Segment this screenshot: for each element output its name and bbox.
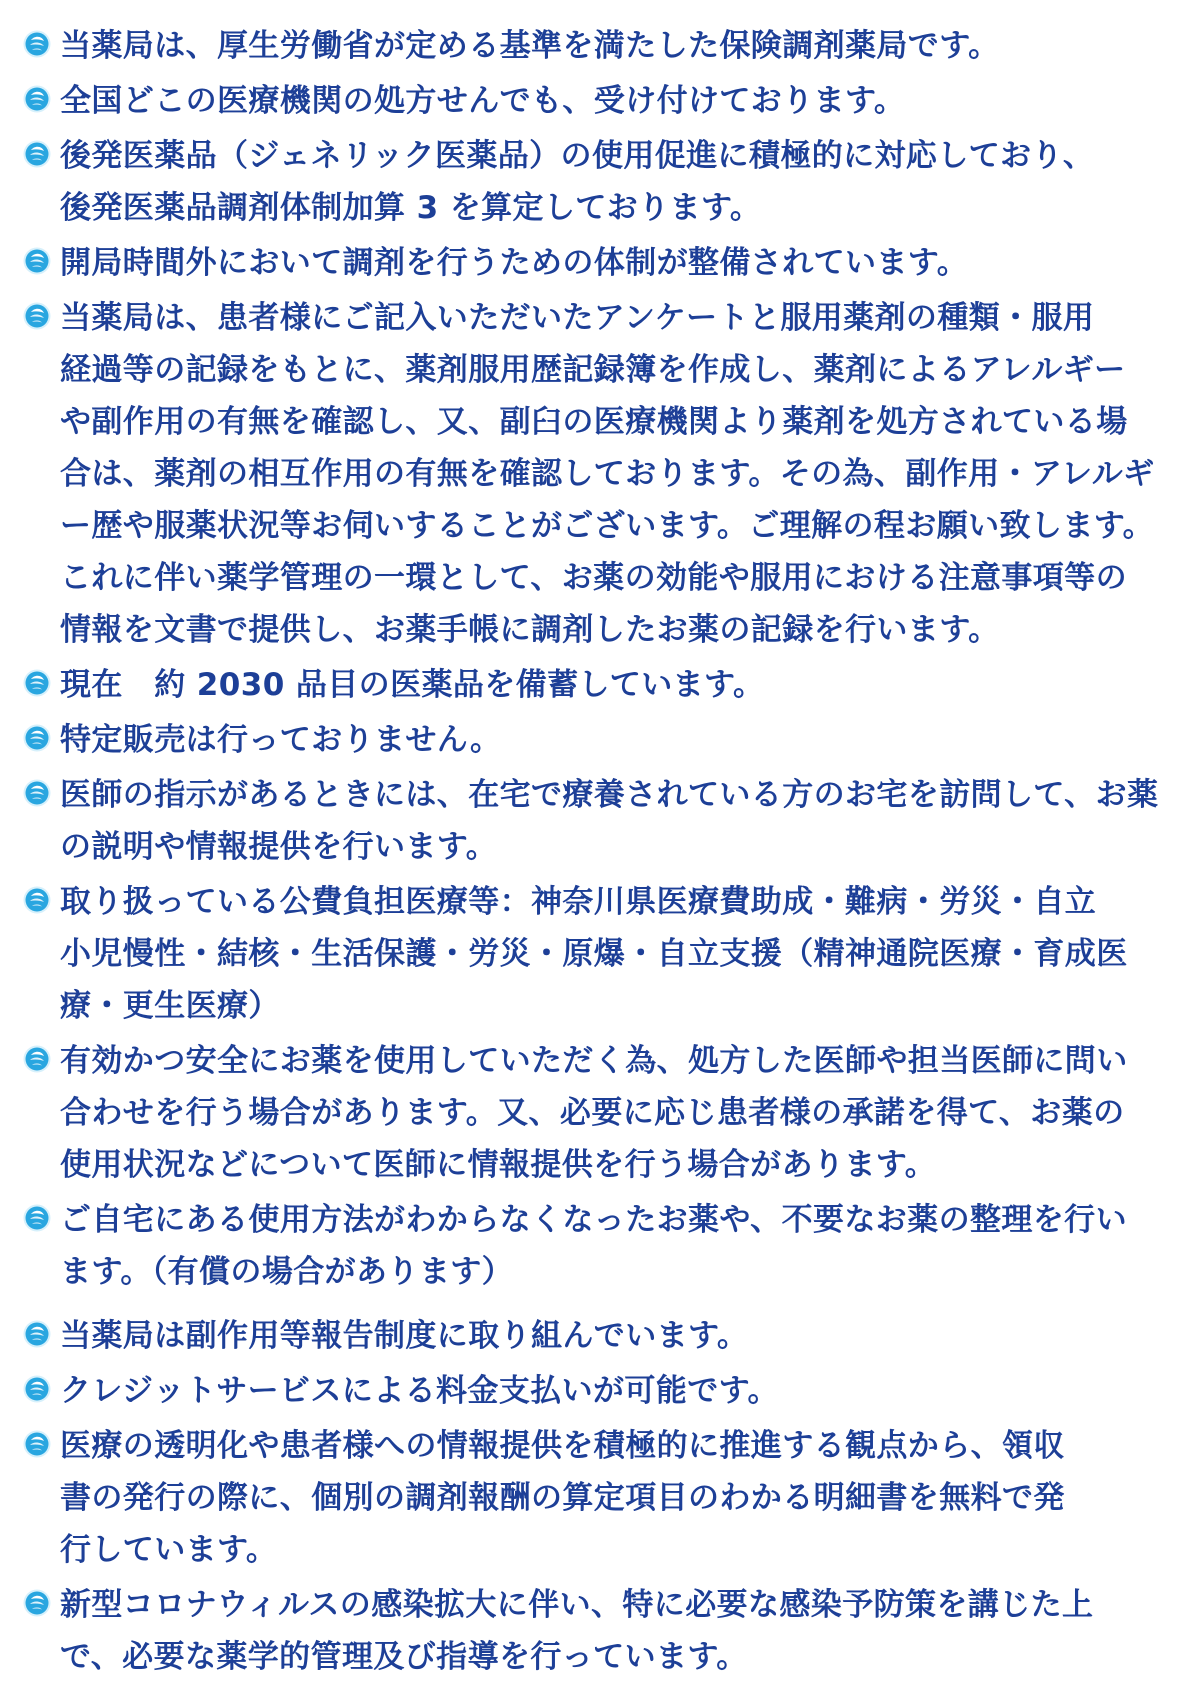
notice-item (22, 769, 1172, 873)
notice-text: 医師の指示があるときには、在宅で療養されている方のお宅を訪問して、お薬 の説明や情報提供を行います。 (60, 777, 1159, 865)
notice-item (22, 876, 1172, 1032)
round-blue-bullet-icon (22, 668, 52, 698)
round-blue-bullet-icon (22, 246, 52, 276)
pharmacy-notice-list (22, 20, 1172, 1686)
notice-text: 特定販売は行っておりません。 (60, 722, 502, 758)
notice-text: 新型コロナウィルスの感染拡大に伴い、特に必要な感染予防策を講じた上 で、必要な薬学的管理及び指導を行っています。 (60, 1587, 1094, 1675)
notice-item (22, 714, 1172, 766)
notice-text: 医療の透明化や患者様への情報提供を積極的に推進する観点から、領収 書の発行の際に、個別の調剤報酬の算定項目のわかる明細書を無料で発 行しています。 (60, 1428, 1065, 1568)
notice-text: 開局時間外において調剤を行うための体制が整備されています。 (60, 245, 969, 281)
notice-text: 当薬局は、厚生労働省が定める基準を満たした保険調剤薬局です。 (60, 28, 1000, 64)
round-blue-bullet-icon (22, 778, 52, 808)
notice-item (22, 1194, 1172, 1298)
round-blue-bullet-icon (22, 1588, 52, 1618)
notice-item (22, 1365, 1172, 1417)
round-blue-bullet-icon (22, 84, 52, 114)
notice-text: 後発医薬品（ジェネリック医薬品）の使用促進に積極的に対応しており、 後発医薬品調剤体制加算 3 を算定しております。 (60, 138, 1095, 226)
notice-item (22, 20, 1172, 72)
notice-text: ご自宅にある使用方法がわからなくなったお薬や、不要なお薬の整理を行い ます。（有償の場合があります） (60, 1202, 1127, 1290)
notice-item (22, 1035, 1172, 1191)
round-blue-bullet-icon (22, 301, 52, 331)
notice-item (22, 659, 1172, 711)
round-blue-bullet-icon (22, 1374, 52, 1404)
notice-item (22, 1310, 1172, 1362)
notice-item (22, 237, 1172, 289)
notice-text: 全国どこの医療機関の処方せんでも、受け付けております。 (60, 83, 906, 119)
notice-item (22, 1420, 1172, 1576)
round-blue-bullet-icon (22, 139, 52, 169)
round-blue-bullet-icon (22, 885, 52, 915)
round-blue-bullet-icon (22, 1429, 52, 1459)
notice-text: 当薬局は、患者様にご記入いただいたアンケートと服用薬剤の種類・服用 経過等の記録をもとに、薬剤服用歴記録簿を作成し、薬剤によるアレルギー や副作用の有無を確認し、又、副臼の医療機関より薬剤を処方されている場 合は、薬剤の相互作用の有無を確認しております。その為、副作用・アレルギ ー歴や服薬状況等お伺いすることがございます。ご理解の程お願い致します。 これに伴い薬学管理の一環として、お薬の効能や服用における注意事項等の 情報を文書で提供し、お薬手帳に調剤したお薬の記録を行います。 (60, 300, 1155, 648)
round-blue-bullet-icon (22, 29, 52, 59)
round-blue-bullet-icon (22, 1044, 52, 1074)
notice-text: 有効かつ安全にお薬を使用していただく為、処方した医師や担当医師に問い 合わせを行う場合があります。又、必要に応じ患者様の承諾を得て、お薬の 使用状況などについて医師に情報提供を行う場合があります。 (60, 1043, 1128, 1183)
notice-item (22, 130, 1172, 234)
notice-item (22, 1579, 1172, 1683)
notice-text: 現在 約 2030 品目の医薬品を備蓄しています。 (60, 667, 765, 703)
round-blue-bullet-icon (22, 723, 52, 753)
notice-item (22, 292, 1172, 656)
notice-text: 取り扱っている公費負担医療等：神奈川県医療費助成・難病・労災・自立 小児慢性・結核・生活保護・労災・原爆・自立支援（精神通院医療・育成医 療・更生医療） (60, 884, 1128, 1024)
notice-item (22, 75, 1172, 127)
notice-text: クレジットサービスによる料金支払いが可能です。 (60, 1373, 779, 1409)
round-blue-bullet-icon (22, 1319, 52, 1349)
notice-text: 当薬局は副作用等報告制度に取り組んでいます。 (60, 1318, 749, 1354)
round-blue-bullet-icon (22, 1203, 52, 1233)
